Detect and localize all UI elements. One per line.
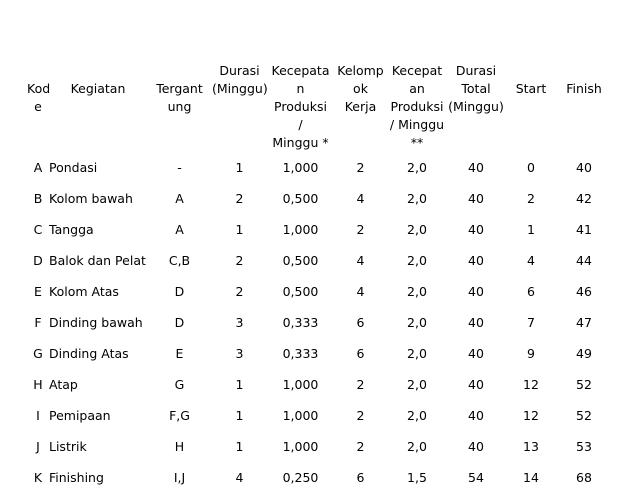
cell-kegiatan: Kolom bawah <box>49 191 133 206</box>
cell-kelompok-kerja: 4 <box>356 191 365 206</box>
cell-tergantung: F,G <box>169 408 190 423</box>
cell-kegiatan: Dinding bawah <box>49 315 143 330</box>
cell-durasi-total: 40 <box>468 160 484 175</box>
cell-tergantung: I,J <box>173 470 186 485</box>
cell-kecepatan-produksi: 0,500 <box>282 284 319 299</box>
cell-finish: 40 <box>576 160 592 175</box>
cell-durasi-total: 40 <box>468 222 484 237</box>
cell-start: 9 <box>527 346 535 361</box>
header-kecepatan-produksi-2-text: Kecepat an Produksi / Minggu ** <box>389 63 445 150</box>
cell-finish: 53 <box>576 439 592 454</box>
cell-start: 4 <box>527 253 535 268</box>
cell-durasi: 2 <box>235 191 244 206</box>
header-kode-text: Kod e <box>27 81 51 114</box>
table-row <box>27 369 611 400</box>
cell-kecepatan-produksi-2: 2,0 <box>407 315 427 330</box>
cell-durasi: 3 <box>235 315 244 330</box>
cell-kode: B <box>33 191 43 206</box>
header-start-text: Start <box>515 81 547 96</box>
cell-kecepatan-produksi-2: 2,0 <box>407 253 427 268</box>
cell-durasi: 1 <box>235 439 244 454</box>
cell-kelompok-kerja: 2 <box>356 377 365 392</box>
cell-start: 6 <box>527 284 535 299</box>
cell-durasi: 1 <box>235 377 244 392</box>
header-kegiatan <box>49 26 147 152</box>
header-kelompok-kerja <box>334 26 387 152</box>
cell-durasi-total: 40 <box>468 191 484 206</box>
cell-kode: J <box>36 439 40 454</box>
cell-kode: K <box>33 470 43 485</box>
cell-kegiatan: Pondasi <box>49 160 98 175</box>
cell-kelompok-kerja: 6 <box>356 346 365 361</box>
cell-kode: E <box>34 284 42 299</box>
header-kelompok-kerja-text: Kelomp ok Kerja <box>337 63 384 114</box>
cell-durasi-total: 40 <box>468 315 484 330</box>
cell-kelompok-kerja: 4 <box>356 284 365 299</box>
cell-tergantung: A <box>175 191 184 206</box>
header-kecepatan-produksi <box>267 26 334 152</box>
cell-durasi-total: 40 <box>468 253 484 268</box>
cell-durasi: 4 <box>235 470 244 485</box>
cell-kecepatan-produksi: 1,000 <box>282 222 319 237</box>
cell-tergantung: C,B <box>168 253 191 268</box>
header-tergantung-text: Tergant ung <box>156 81 203 114</box>
cell-durasi: 1 <box>235 408 244 423</box>
cell-kegiatan: Kolom Atas <box>49 284 119 299</box>
cell-durasi-total: 40 <box>468 377 484 392</box>
cell-kecepatan-produksi-2: 2,0 <box>407 439 427 454</box>
header-durasi <box>212 26 267 152</box>
table-body <box>27 152 611 493</box>
cell-kelompok-kerja: 2 <box>356 222 365 237</box>
cell-finish: 52 <box>576 408 592 423</box>
cell-durasi-total: 40 <box>468 346 484 361</box>
cell-finish: 41 <box>576 222 592 237</box>
cell-tergantung: - <box>177 160 182 175</box>
table-row <box>27 338 611 369</box>
cell-tergantung: D <box>174 315 185 330</box>
cell-durasi: 1 <box>235 222 244 237</box>
header-durasi-text: Durasi (Minggu) <box>212 63 268 96</box>
table-row <box>27 307 611 338</box>
header-durasi-total <box>447 26 505 152</box>
cell-kegiatan: Finishing <box>49 470 104 485</box>
cell-start: 12 <box>523 377 539 392</box>
schedule-table <box>27 26 611 493</box>
cell-kode: F <box>34 315 42 330</box>
cell-kelompok-kerja: 2 <box>356 160 365 175</box>
cell-finish: 44 <box>576 253 592 268</box>
cell-durasi-total: 40 <box>468 439 484 454</box>
cell-durasi: 3 <box>235 346 244 361</box>
cell-durasi-total: 40 <box>468 284 484 299</box>
cell-kecepatan-produksi-2: 2,0 <box>407 160 427 175</box>
cell-finish: 42 <box>576 191 592 206</box>
header-tergantung <box>147 26 212 152</box>
cell-kecepatan-produksi-2: 2,0 <box>407 284 427 299</box>
cell-tergantung: A <box>175 222 184 237</box>
cell-durasi: 2 <box>235 284 244 299</box>
cell-kecepatan-produksi: 0,333 <box>282 315 319 330</box>
cell-kode: D <box>33 253 43 268</box>
table-row <box>27 245 611 276</box>
cell-kecepatan-produksi-2: 1,5 <box>407 470 427 485</box>
cell-kode: A <box>33 160 43 175</box>
cell-kecepatan-produksi-2: 2,0 <box>407 377 427 392</box>
cell-kode: C <box>33 222 43 237</box>
cell-kegiatan: Dinding Atas <box>49 346 129 361</box>
header-row <box>27 26 611 152</box>
cell-kelompok-kerja: 6 <box>356 470 365 485</box>
cell-tergantung: G <box>174 377 185 392</box>
cell-kegiatan: Balok dan Pelat <box>49 253 146 268</box>
cell-kegiatan: Pemipaan <box>49 408 111 423</box>
cell-kecepatan-produksi-2: 2,0 <box>407 346 427 361</box>
cell-finish: 52 <box>576 377 592 392</box>
cell-tergantung: E <box>175 346 184 361</box>
header-kode <box>27 26 49 152</box>
cell-tergantung: D <box>174 284 185 299</box>
cell-kecepatan-produksi-2: 2,0 <box>407 191 427 206</box>
table-row <box>27 431 611 462</box>
cell-durasi-total: 54 <box>468 470 484 485</box>
cell-start: 1 <box>527 222 535 237</box>
cell-kode: G <box>33 346 43 361</box>
cell-kegiatan: Atap <box>49 377 78 392</box>
cell-kelompok-kerja: 6 <box>356 315 365 330</box>
cell-kecepatan-produksi: 0,500 <box>282 191 319 206</box>
cell-kegiatan: Tangga <box>49 222 94 237</box>
cell-kecepatan-produksi: 1,000 <box>282 408 319 423</box>
header-kegiatan-text: Kegiatan <box>70 81 126 96</box>
cell-kode: I <box>36 408 40 423</box>
cell-kelompok-kerja: 2 <box>356 408 365 423</box>
cell-kelompok-kerja: 4 <box>356 253 365 268</box>
cell-kelompok-kerja: 2 <box>356 439 365 454</box>
table-row <box>27 152 611 183</box>
cell-kecepatan-produksi: 1,000 <box>282 377 319 392</box>
table-row <box>27 276 611 307</box>
header-durasi-total-text: Durasi Total (Minggu) <box>448 63 504 114</box>
cell-kecepatan-produksi: 0,333 <box>282 346 319 361</box>
table-row <box>27 214 611 245</box>
cell-tergantung: H <box>174 439 185 454</box>
cell-start: 0 <box>527 160 535 175</box>
cell-finish: 47 <box>576 315 592 330</box>
cell-kecepatan-produksi: 1,000 <box>282 160 319 175</box>
header-start <box>505 26 557 152</box>
cell-start: 14 <box>523 470 539 485</box>
cell-start: 13 <box>523 439 539 454</box>
cell-finish: 49 <box>576 346 592 361</box>
cell-kegiatan: Listrik <box>49 439 87 454</box>
table-row <box>27 183 611 214</box>
table-row <box>27 462 611 493</box>
cell-durasi-total: 40 <box>468 408 484 423</box>
header-finish <box>557 26 611 152</box>
cell-kecepatan-produksi: 0,500 <box>282 253 319 268</box>
header-kecepatan-produksi-text: Kecepata n Produksi / Minggu * <box>271 63 330 150</box>
cell-durasi: 2 <box>235 253 244 268</box>
cell-kecepatan-produksi-2: 2,0 <box>407 222 427 237</box>
header-finish-text: Finish <box>566 81 602 96</box>
cell-start: 2 <box>527 191 535 206</box>
table-row <box>27 400 611 431</box>
cell-finish: 46 <box>576 284 592 299</box>
cell-kecepatan-produksi: 1,000 <box>282 439 319 454</box>
cell-kecepatan-produksi-2: 2,0 <box>407 408 427 423</box>
cell-finish: 68 <box>576 470 592 485</box>
cell-start: 7 <box>527 315 535 330</box>
header-kecepatan-produksi-2 <box>387 26 447 152</box>
cell-kecepatan-produksi: 0,250 <box>282 470 319 485</box>
cell-kode: H <box>33 377 43 392</box>
cell-durasi: 1 <box>235 160 244 175</box>
cell-start: 12 <box>523 408 539 423</box>
